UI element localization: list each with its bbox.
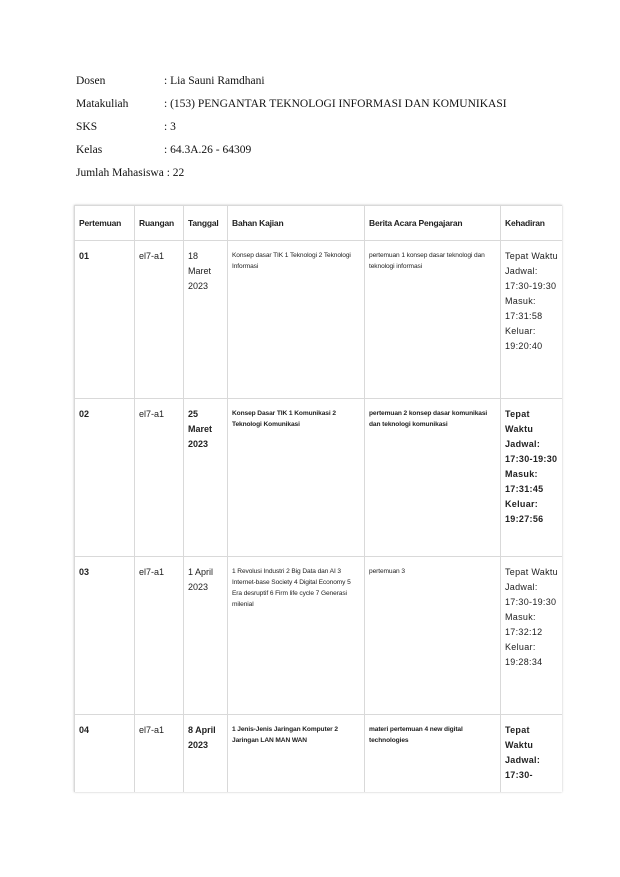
cell-kehadiran: Tepat Waktu Jadwal: 17:30-19:30 Masuk: 17:32:12 Keluar: 19:28:34: [501, 557, 563, 715]
cell-ruangan: el7-a1: [135, 715, 184, 793]
attendance-table-container: [74, 205, 562, 792]
course-info: [76, 73, 507, 188]
cell-tanggal: 1 April 2023: [184, 557, 228, 715]
matakuliah-value: : (153) PENGANTAR TEKNOLOGI INFORMASI DAN KOMUNIKASI: [164, 98, 507, 110]
cell-bahan-kajian: 1 Revolusi Industri 2 Big Data dan AI 3 Internet-base Society 4 Digital Economy 5 Era desruptif 6 Firm life cycle 7 Generasi milenial: [228, 557, 365, 715]
header-berita-acara: Berita Acara Pengajaran: [365, 206, 501, 241]
cell-ruangan: el7-a1: [135, 557, 184, 715]
jumlah-mahasiswa: Jumlah Mahasiswa : 22: [76, 167, 185, 179]
table-row: [75, 557, 563, 715]
header-kehadiran: Kehadiran: [501, 206, 563, 241]
cell-kehadiran: Tepat Waktu Jadwal: 17:30-: [501, 715, 563, 793]
info-row-jumlah: [76, 165, 507, 188]
cell-ruangan: el7-a1: [135, 399, 184, 557]
cell-berita-acara: pertemuan 2 konsep dasar komunikasi dan teknologi komunikasi: [365, 399, 501, 557]
cell-kehadiran: Tepat Waktu Jadwal: 17:30-19:30 Masuk: 17:31:58 Keluar: 19:20:40: [501, 241, 563, 399]
matakuliah-label: Matakuliah: [76, 98, 129, 110]
info-row-sks: [76, 119, 507, 142]
table-row: [75, 241, 563, 399]
table-header-row: [75, 206, 563, 241]
cell-pertemuan: 02: [75, 399, 135, 557]
header-tanggal: Tanggal: [184, 206, 228, 241]
info-row-matakuliah: [76, 96, 507, 119]
sks-label: SKS: [76, 121, 98, 133]
table-row: [75, 715, 563, 793]
cell-pertemuan: 01: [75, 241, 135, 399]
attendance-table: [74, 205, 562, 792]
dosen-value: : Lia Sauni Ramdhani: [164, 75, 265, 87]
dosen-label: Dosen: [76, 75, 106, 87]
cell-bahan-kajian: Konsep dasar TIK 1 Teknologi 2 Teknologi Informasi: [228, 241, 365, 399]
info-row-dosen: [76, 73, 507, 96]
sks-value: : 3: [164, 121, 176, 133]
header-pertemuan: Pertemuan: [75, 206, 135, 241]
cell-tanggal: 8 April 2023: [184, 715, 228, 793]
cell-kehadiran: Tepat Waktu Jadwal: 17:30-19:30 Masuk: 17:31:45 Keluar: 19:27:56: [501, 399, 563, 557]
header-ruangan: Ruangan: [135, 206, 184, 241]
cell-pertemuan: 03: [75, 557, 135, 715]
cell-berita-acara: materi pertemuan 4 new digital technologies: [365, 715, 501, 793]
table-row: [75, 399, 563, 557]
kelas-label: Kelas: [76, 144, 103, 156]
cell-tanggal: 25 Maret 2023: [184, 399, 228, 557]
header-bahan-kajian: Bahan Kajian: [228, 206, 365, 241]
cell-bahan-kajian: Konsep Dasar TIK 1 Komunikasi 2 Teknologi Komunikasi: [228, 399, 365, 557]
cell-berita-acara: pertemuan 3: [365, 557, 501, 715]
cell-tanggal: 18 Maret 2023: [184, 241, 228, 399]
cell-pertemuan: 04: [75, 715, 135, 793]
cell-ruangan: el7-a1: [135, 241, 184, 399]
cell-berita-acara: pertemuan 1 konsep dasar teknologi dan teknologi informasi: [365, 241, 501, 399]
info-row-kelas: [76, 142, 507, 165]
kelas-value: : 64.3A.26 - 64309: [164, 144, 252, 156]
cell-bahan-kajian: 1 Jenis-Jenis Jaringan Komputer 2 Jaringan LAN MAN WAN: [228, 715, 365, 793]
